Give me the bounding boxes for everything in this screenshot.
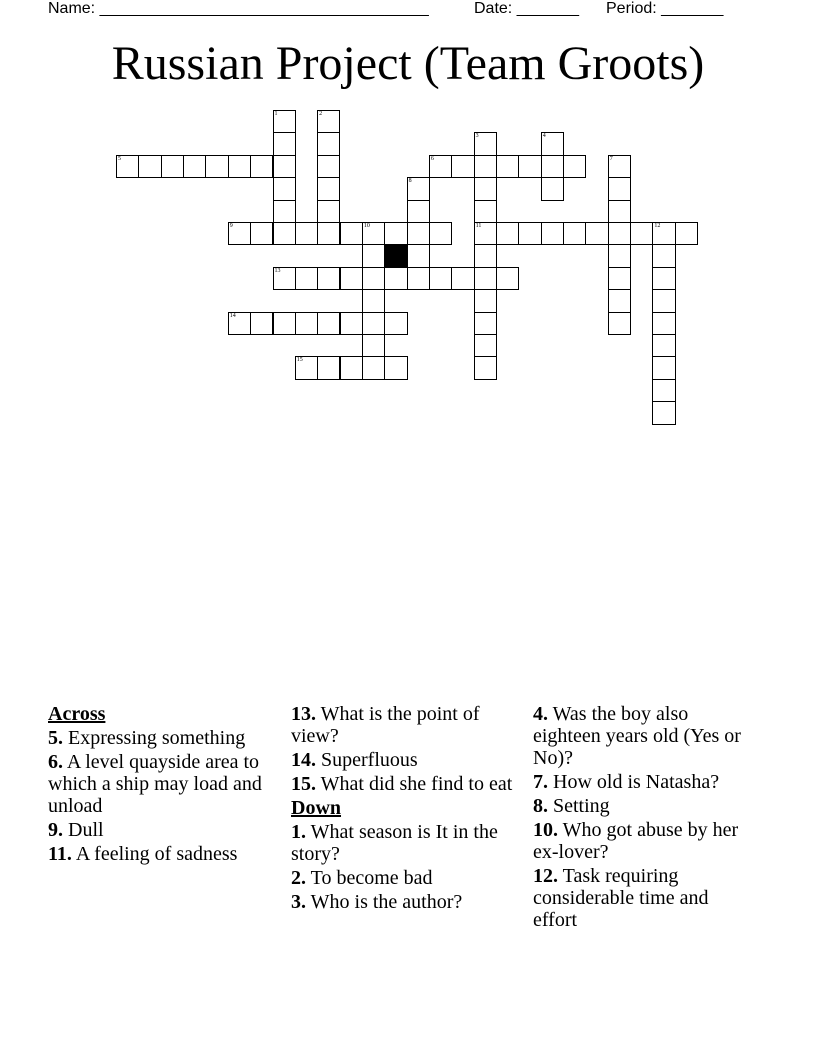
crossword-cell[interactable] (474, 356, 497, 379)
down-clue-8: 8. Setting (533, 795, 610, 817)
crossword-cell[interactable] (362, 312, 385, 335)
crossword-cell[interactable] (541, 155, 564, 178)
crossword-cell[interactable] (474, 244, 497, 267)
crossword-cell[interactable] (273, 155, 296, 178)
page-title: Russian Project (Team Groots) (111, 37, 705, 90)
across-clue-14: 14. Superfluous (291, 749, 418, 771)
crossword-cell[interactable] (474, 334, 497, 357)
crossword-cell[interactable] (228, 312, 251, 335)
down-clue-1: 1. What season is It in the story? (291, 821, 498, 865)
crossword-cell[interactable] (273, 222, 296, 245)
crossword-cell[interactable] (429, 222, 452, 245)
grid-number: 13 (274, 267, 281, 274)
across-clue-13: 13. What is the point of view? (291, 703, 480, 747)
crossword-cell[interactable] (362, 356, 385, 379)
crossword-cell[interactable] (608, 155, 631, 178)
across-clue-5: 5. Expressing something (48, 727, 246, 749)
down-clue-3: 3. Who is the author? (291, 891, 463, 913)
crossword-cell[interactable] (273, 177, 296, 200)
crossword-cell[interactable] (608, 200, 631, 223)
grid-number: 2 (319, 111, 323, 117)
crossword-cell[interactable] (273, 267, 296, 290)
down-clue-4: 4. Was the boy also eighteen years old (Yes or No)? (533, 703, 741, 769)
crossword-cell[interactable] (496, 222, 519, 245)
grid-number: 9 (229, 223, 233, 229)
crossword-cell[interactable] (608, 177, 631, 200)
clue-column-1 (48, 703, 280, 867)
grid-number: 4 (542, 133, 546, 140)
across-clue-11: 11. A feeling of sadness (48, 843, 238, 865)
crossword-cell[interactable] (384, 312, 407, 335)
crossword-cell[interactable] (474, 155, 497, 178)
crossword-cell[interactable] (474, 200, 497, 223)
crossword-cell[interactable] (496, 267, 519, 290)
crossword-cell[interactable] (362, 222, 385, 245)
crossword-cell[interactable] (362, 244, 385, 267)
crossword-cell[interactable] (652, 289, 675, 312)
crossword-cell[interactable] (652, 312, 675, 335)
crossword-cell[interactable] (518, 222, 541, 245)
crossword-cell[interactable] (474, 267, 497, 290)
crossword-cell[interactable] (474, 222, 497, 245)
grid-number: 8 (408, 178, 412, 185)
crossword-cell[interactable] (407, 222, 430, 245)
crossword-cell[interactable] (407, 244, 430, 267)
crossword-cell[interactable] (317, 267, 340, 290)
crossword-cell[interactable] (474, 289, 497, 312)
crossword-cell[interactable] (273, 132, 296, 155)
crossword-cell[interactable] (652, 356, 675, 379)
crossword-cell[interactable] (496, 155, 519, 178)
crossword-cell[interactable] (652, 401, 675, 424)
crossword-cell[interactable] (228, 155, 251, 178)
crossword-cell[interactable] (585, 222, 608, 245)
down-heading: Down (291, 797, 342, 819)
crossword-cell[interactable] (451, 155, 474, 178)
crossword-cell[interactable] (362, 289, 385, 312)
crossword-cell[interactable] (317, 132, 340, 155)
grid-number: 12 (654, 223, 661, 229)
crossword-cell[interactable] (317, 222, 340, 245)
grid-number: 3 (475, 133, 479, 140)
crossword-cell[interactable] (407, 177, 430, 200)
crossword-cell[interactable] (608, 289, 631, 312)
crossword-cell[interactable] (317, 356, 340, 379)
crossword-cell[interactable] (295, 222, 318, 245)
grid-number: 1 (274, 111, 278, 117)
crossword-cell[interactable] (429, 267, 452, 290)
crossword-cell[interactable] (541, 222, 564, 245)
crossword-cell[interactable] (317, 312, 340, 335)
across-clue-15: 15. What did she find to eat (291, 773, 513, 795)
across-heading: Across (48, 703, 106, 725)
crossword-cell[interactable] (228, 222, 251, 245)
grid-number: 15 (296, 357, 303, 364)
clue-column-2 (291, 703, 517, 915)
crossword-cell[interactable] (295, 267, 318, 290)
crossword-cell[interactable] (429, 155, 452, 178)
crossword-cell[interactable] (608, 312, 631, 335)
crossword-cell[interactable] (317, 177, 340, 200)
crossword-cell[interactable] (474, 312, 497, 335)
clue-column-3 (533, 703, 757, 933)
date-field-label[interactable]: Date: _______ (474, 0, 579, 17)
crossword-cell[interactable] (340, 356, 363, 379)
crossword-cell[interactable] (250, 222, 273, 245)
crossword-cell[interactable] (273, 200, 296, 223)
crossword-cell[interactable] (407, 267, 430, 290)
crossword-cell[interactable] (295, 312, 318, 335)
crossword-cell[interactable] (161, 155, 184, 178)
name-field-label[interactable]: Name: _____________________________________ (48, 0, 429, 17)
grid-number: 7 (609, 155, 613, 162)
across-clue-9: 9. Dull (48, 819, 104, 841)
crossword-cell[interactable] (451, 267, 474, 290)
crossword-cell[interactable] (138, 155, 161, 178)
crossword-cell[interactable] (116, 155, 139, 178)
crossword-cell[interactable] (317, 110, 340, 133)
grid-number: 6 (430, 155, 434, 162)
period-field-label[interactable]: Period: _______ (606, 0, 724, 17)
crossword-cell[interactable] (384, 356, 407, 379)
crossword-cell[interactable] (675, 222, 698, 245)
crossword-cell[interactable] (295, 356, 318, 379)
crossword-cell[interactable] (474, 177, 497, 200)
grid-number: 14 (229, 312, 236, 319)
down-clue-12: 12. Task requiring considerable time and effort (533, 865, 709, 931)
crossword-cell[interactable] (317, 155, 340, 178)
crossword-cell[interactable] (317, 200, 340, 223)
across-clue-6: 6. A level quayside area to which a ship may load and unload (48, 751, 262, 817)
crossword-cell[interactable] (563, 155, 586, 178)
crossword-cell[interactable] (563, 222, 586, 245)
crossword-cell[interactable] (384, 267, 407, 290)
crossword-cell[interactable] (340, 222, 363, 245)
crossword-cell[interactable] (541, 132, 564, 155)
crossword-cell[interactable] (474, 132, 497, 155)
crossword-cell[interactable] (273, 312, 296, 335)
crossword-cell[interactable] (407, 200, 430, 223)
crossword-cell[interactable] (362, 334, 385, 357)
crossword-cell[interactable] (340, 267, 363, 290)
crossword-cell[interactable] (652, 222, 675, 245)
crossword-cell[interactable] (250, 312, 273, 335)
down-clue-10: 10. Who got abuse by her ex-lover? (533, 819, 739, 863)
crossword-cell[interactable] (608, 267, 631, 290)
crossword-cell[interactable] (652, 267, 675, 290)
crossword-cell[interactable] (608, 222, 631, 245)
grid-number: 10 (363, 223, 370, 229)
crossword-cell[interactable] (608, 244, 631, 267)
crossword-cell[interactable] (183, 155, 206, 178)
crossword-cell[interactable] (541, 177, 564, 200)
crossword-cell[interactable] (250, 155, 273, 178)
crossword-block-cell (384, 244, 407, 267)
crossword-cell[interactable] (273, 110, 296, 133)
crossword-cell[interactable] (652, 334, 675, 357)
crossword-cell[interactable] (518, 155, 541, 178)
crossword-cell[interactable] (652, 379, 675, 402)
crossword-cell[interactable] (384, 222, 407, 245)
grid-number: 5 (118, 155, 121, 162)
down-clue-2: 2. To become bad (291, 867, 433, 889)
crossword-cell[interactable] (340, 312, 363, 335)
crossword-cell[interactable] (362, 267, 385, 290)
crossword-cell[interactable] (652, 244, 675, 267)
grid-number: 11 (475, 223, 482, 229)
crossword-cell[interactable] (630, 222, 653, 245)
crossword-cell[interactable] (205, 155, 228, 178)
down-clue-7: 7. How old is Natasha? (533, 771, 720, 793)
